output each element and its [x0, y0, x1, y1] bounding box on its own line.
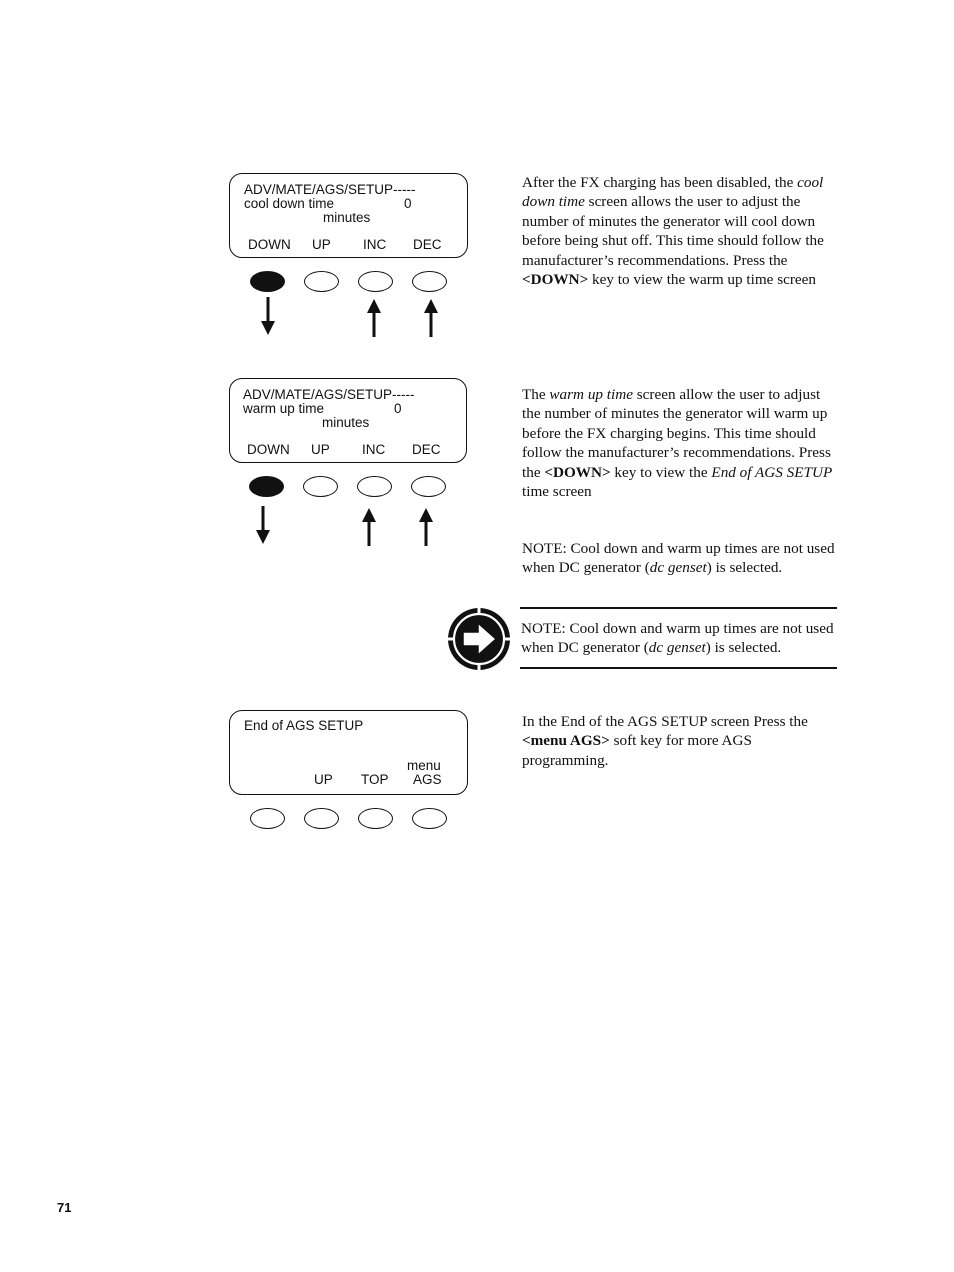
lcd-softkey-dec: DEC — [413, 237, 442, 252]
down-soft-key[interactable] — [249, 476, 284, 497]
arrow-up-icon — [366, 297, 382, 337]
lcd-setting-value: 0 — [404, 196, 412, 211]
lcd-screen-cool-down — [229, 173, 468, 258]
inc-soft-key[interactable] — [357, 476, 392, 497]
top-soft-key[interactable] — [358, 808, 393, 829]
note-callout — [520, 607, 837, 669]
soft-key-1[interactable] — [250, 808, 285, 829]
lcd-softkey-up: UP — [312, 237, 331, 252]
lcd-setting-unit: minutes — [323, 210, 371, 225]
end-of-setup-description: In the End of the AGS SETUP screen Press the <menu AGS> soft key for more AGS programming. — [522, 713, 808, 769]
lcd-setting-unit: minutes — [322, 415, 370, 430]
dec-soft-key[interactable] — [412, 271, 447, 292]
arrow-up-icon — [418, 506, 434, 546]
lcd-softkey-menu-line1: menu — [407, 758, 441, 773]
cool-down-description: After the FX charging has been disabled, the cool down time screen allows the user to adjust the number of minutes the generator will cool down before being shut off. This time should follow the manufacturer’s recommendations. Press the <DOWN> key to view the warm up time screen — [522, 174, 824, 289]
arrow-up-icon — [361, 506, 377, 546]
down-soft-key[interactable] — [250, 271, 285, 292]
lcd-screen-title: End of AGS SETUP — [244, 718, 364, 733]
menu-ags-soft-key[interactable] — [412, 808, 447, 829]
lcd-menu-path: ADV/MATE/AGS/SETUP----- — [244, 182, 416, 197]
note-callout-text: NOTE: Cool down and warm up times are not used when DC generator (dc genset) is selected. — [521, 620, 834, 657]
arrow-down-icon — [255, 506, 271, 546]
lcd-softkey-down: DOWN — [247, 442, 290, 457]
up-soft-key[interactable] — [304, 808, 339, 829]
lcd-softkey-down: DOWN — [248, 237, 291, 252]
lcd-softkey-inc: INC — [363, 237, 387, 252]
lcd-setting-value: 0 — [394, 401, 402, 416]
lcd-screen-warm-up — [229, 378, 467, 463]
lcd-softkey-up: UP — [311, 442, 330, 457]
arrow-down-icon — [260, 297, 276, 337]
lcd-softkey-inc: INC — [362, 442, 386, 457]
inc-soft-key[interactable] — [358, 271, 393, 292]
up-soft-key[interactable] — [304, 271, 339, 292]
warm-up-description: The warm up time screen allow the user to adjust the number of minutes the generator will warm up before the FX charging begins. This time should follow the manufacturer’s recommendations. Press the <DOWN> key to view the End of AGS SETUP time screen — [522, 386, 833, 501]
arrow-up-icon — [423, 297, 439, 337]
lcd-softkey-top: TOP — [361, 772, 389, 787]
up-soft-key[interactable] — [303, 476, 338, 497]
lcd-softkey-dec: DEC — [412, 442, 441, 457]
note-arrow-icon — [446, 606, 512, 672]
lcd-softkey-up: UP — [314, 772, 333, 787]
lcd-screen-end-of-setup — [229, 710, 468, 795]
lcd-setting-label: warm up time — [243, 401, 325, 416]
lcd-menu-path: ADV/MATE/AGS/SETUP----- — [243, 387, 415, 402]
note-paragraph: NOTE: Cool down and warm up times are not used when DC generator (dc genset) is selected. — [522, 540, 835, 577]
lcd-softkey-menu-line2: AGS — [413, 772, 442, 787]
lcd-setting-label: cool down time — [244, 196, 335, 211]
page-number: 71 — [57, 1200, 72, 1215]
dec-soft-key[interactable] — [411, 476, 446, 497]
